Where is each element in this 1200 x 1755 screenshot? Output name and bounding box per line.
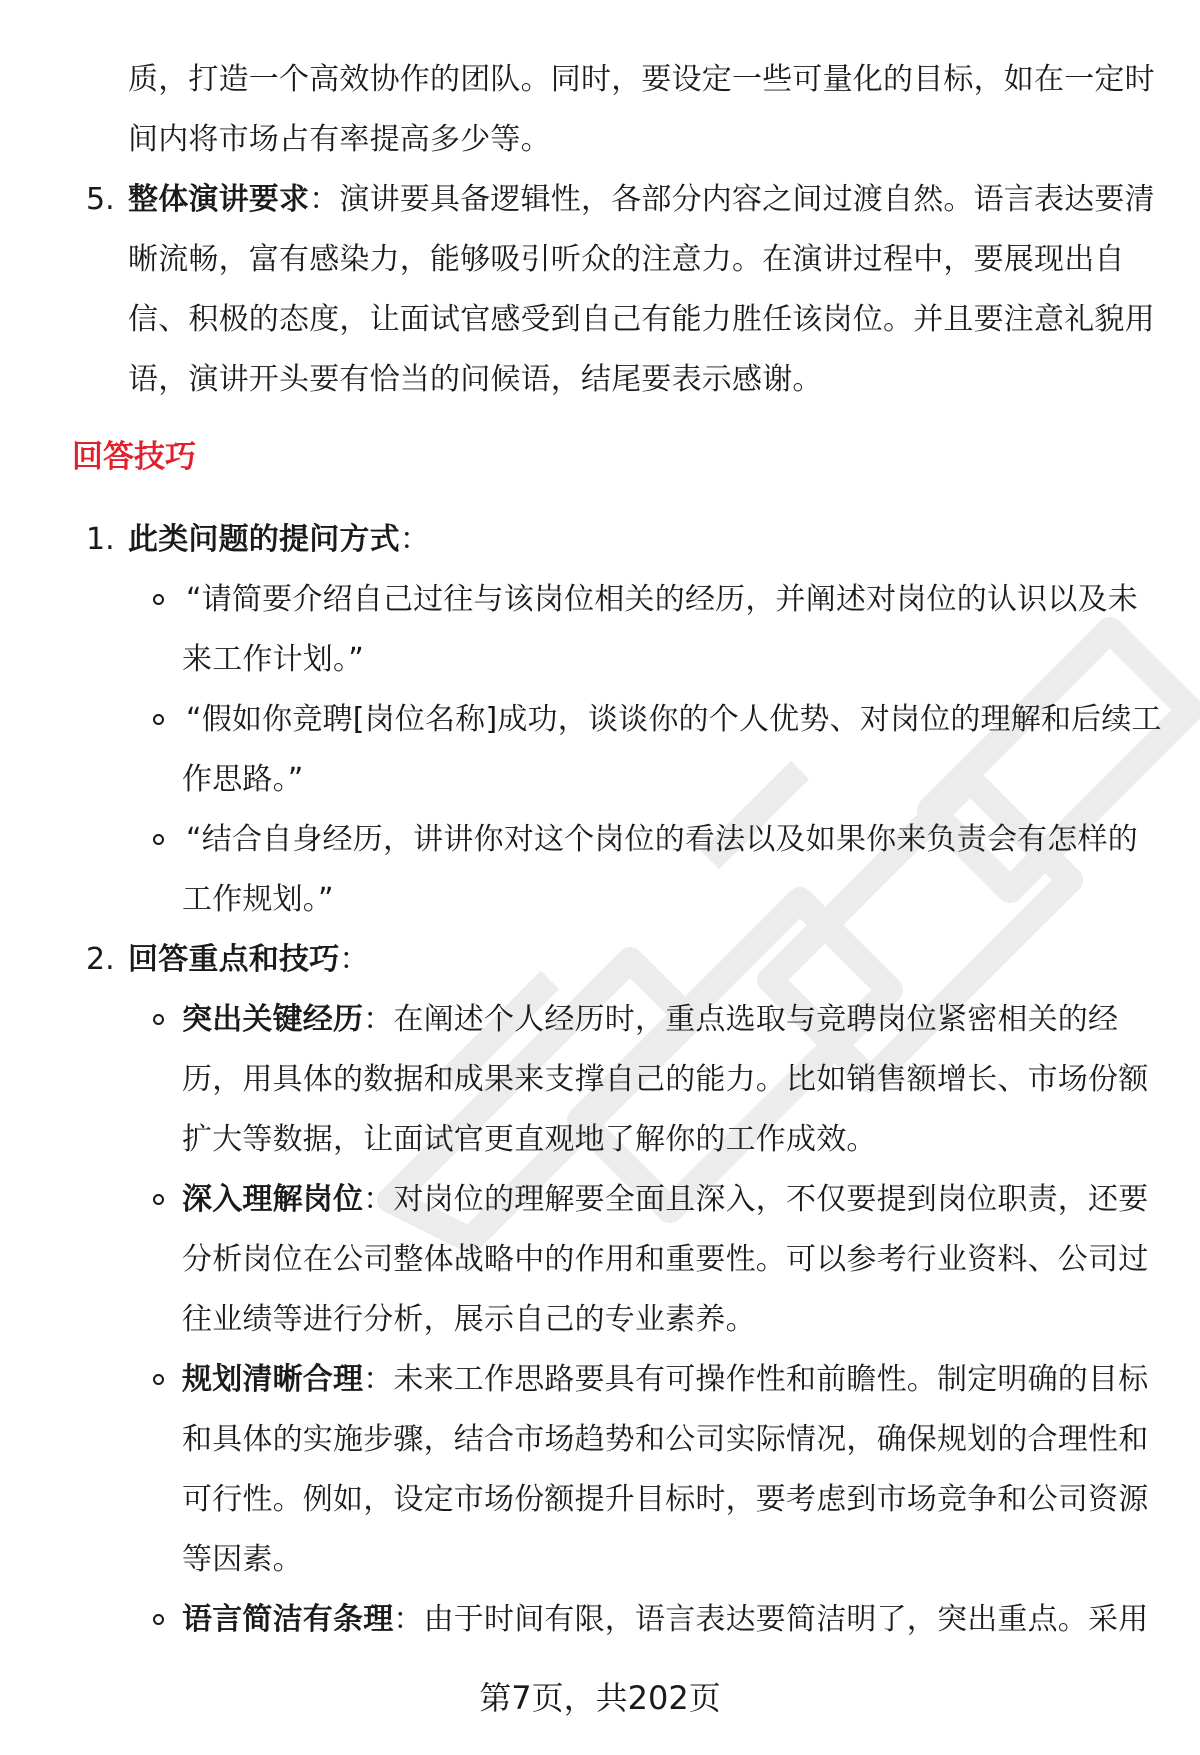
q2-bullet-4-colon: ： — [393, 1602, 424, 1637]
intro-line-1: 质，打造一个高效协作的团队。同时，要设定一些可量化的目标，如在一定时 — [128, 62, 1155, 97]
q2-bullet-3-title: 规划清晰合理 — [182, 1362, 364, 1397]
q2-bullet-1-line-1 — [182, 1000, 1118, 1040]
bullet-icon — [153, 1014, 164, 1025]
q2-bullet-2-line-1 — [182, 1180, 1148, 1220]
q2-heading — [128, 940, 370, 980]
q2-bullet-3-line-3: 可行性。例如，设定市场份额提升目标时，要考虑到市场竞争和公司资源 — [182, 1482, 1149, 1517]
q1-bullet-1-line-1: “请简要介绍自己过往与该岗位相关的经历，并阐述对岗位的认识以及未 — [186, 582, 1138, 617]
q2-bullet-3-text-1: 未来工作思路要具有可操作性和前瞻性。制定明确的目标 — [393, 1362, 1149, 1397]
bullet-icon — [153, 1374, 164, 1385]
q2-bullet-1-colon: ： — [363, 1002, 394, 1037]
item5-line-2: 晰流畅，富有感染力，能够吸引听众的注意力。在演讲过程中，要展现出自 — [128, 242, 1125, 277]
q1-title: 此类问题的提问方式 — [128, 522, 400, 557]
item5-title: 整体演讲要求 — [128, 182, 310, 217]
q2-bullet-2-title: 深入理解岗位 — [182, 1182, 364, 1217]
q2-bullet-1-text-1: 在阐述个人经历时，重点选取与竞聘岗位紧密相关的经 — [393, 1002, 1119, 1037]
item5-line-3: 信、积极的态度，让面试官感受到自己有能力胜任该岗位。并且要注意礼貌用 — [128, 302, 1155, 337]
bullet-icon — [153, 714, 164, 725]
item5-text-1: 演讲要具备逻辑性，各部分内容之间过渡自然。语言表达要清 — [339, 182, 1155, 217]
bullet-icon — [153, 1194, 164, 1205]
q2-bullet-3-line-4: 等因素。 — [182, 1542, 303, 1577]
q1-bullet-2-line-1: “假如你竞聘[岗位名称]成功，谈谈你的个人优势、对岗位的理解和后续工 — [186, 702, 1162, 737]
q1-bullet-3-line-2: 工作规划。” — [182, 882, 334, 917]
item5-line-4: 语，演讲开头要有恰当的问候语，结尾要表示感谢。 — [128, 362, 823, 397]
q2-bullet-1-line-3: 扩大等数据，让面试官更直观地了解你的工作成效。 — [182, 1122, 877, 1157]
bullet-icon — [153, 594, 164, 605]
list-number-1: 1. — [86, 522, 115, 557]
item5-line-1 — [128, 180, 1155, 220]
q1-bullet-3-line-1: “结合自身经历，讲讲你对这个岗位的看法以及如果你来负责会有怎样的 — [186, 822, 1138, 857]
list-number-2: 2. — [86, 942, 115, 977]
list-number-5: 5. — [86, 182, 115, 217]
q1-colon: ： — [399, 522, 431, 557]
q2-bullet-3-line-1 — [182, 1360, 1148, 1400]
section-heading: 回答技巧 — [72, 439, 196, 475]
q2-title: 回答重点和技巧 — [128, 942, 340, 977]
intro-line-2: 间内将市场占有率提高多少等。 — [128, 122, 551, 157]
q2-bullet-3-line-2: 和具体的实施步骤，结合市场趋势和公司实际情况，确保规划的合理性和 — [182, 1422, 1149, 1457]
q2-bullet-4-line-1 — [182, 1600, 1148, 1640]
bullet-icon — [153, 1614, 164, 1625]
q2-bullet-1-line-2: 历，用具体的数据和成果来支撑自己的能力。比如销售额增长、市场份额 — [182, 1062, 1149, 1097]
q2-bullet-2-colon: ： — [363, 1182, 394, 1217]
q2-bullet-2-line-2: 分析岗位在公司整体战略中的作用和重要性。可以参考行业资料、公司过 — [182, 1242, 1149, 1277]
q2-bullet-2-text-1: 对岗位的理解要全面且深入，不仅要提到岗位职责，还要 — [393, 1182, 1149, 1217]
q2-colon: ： — [339, 942, 370, 977]
item5-colon: ： — [309, 182, 340, 217]
q2-bullet-4-title: 语言简洁有条理 — [182, 1602, 394, 1637]
q1-bullet-2-line-2: 作思路。” — [182, 762, 304, 797]
q2-bullet-1-title: 突出关键经历 — [182, 1002, 364, 1037]
bullet-icon — [153, 834, 164, 845]
q2-bullet-4-text-1: 由于时间有限，语言表达要简洁明了，突出重点。采用 — [423, 1602, 1149, 1637]
q2-bullet-3-colon: ： — [363, 1362, 394, 1397]
q2-bullet-2-line-3: 往业绩等进行分析，展示自己的专业素养。 — [182, 1302, 756, 1337]
q1-bullet-1-line-2: 来工作计划。” — [182, 642, 364, 677]
page-footer: 第7页，共202页 — [479, 1679, 721, 1717]
q1-heading — [128, 520, 430, 560]
